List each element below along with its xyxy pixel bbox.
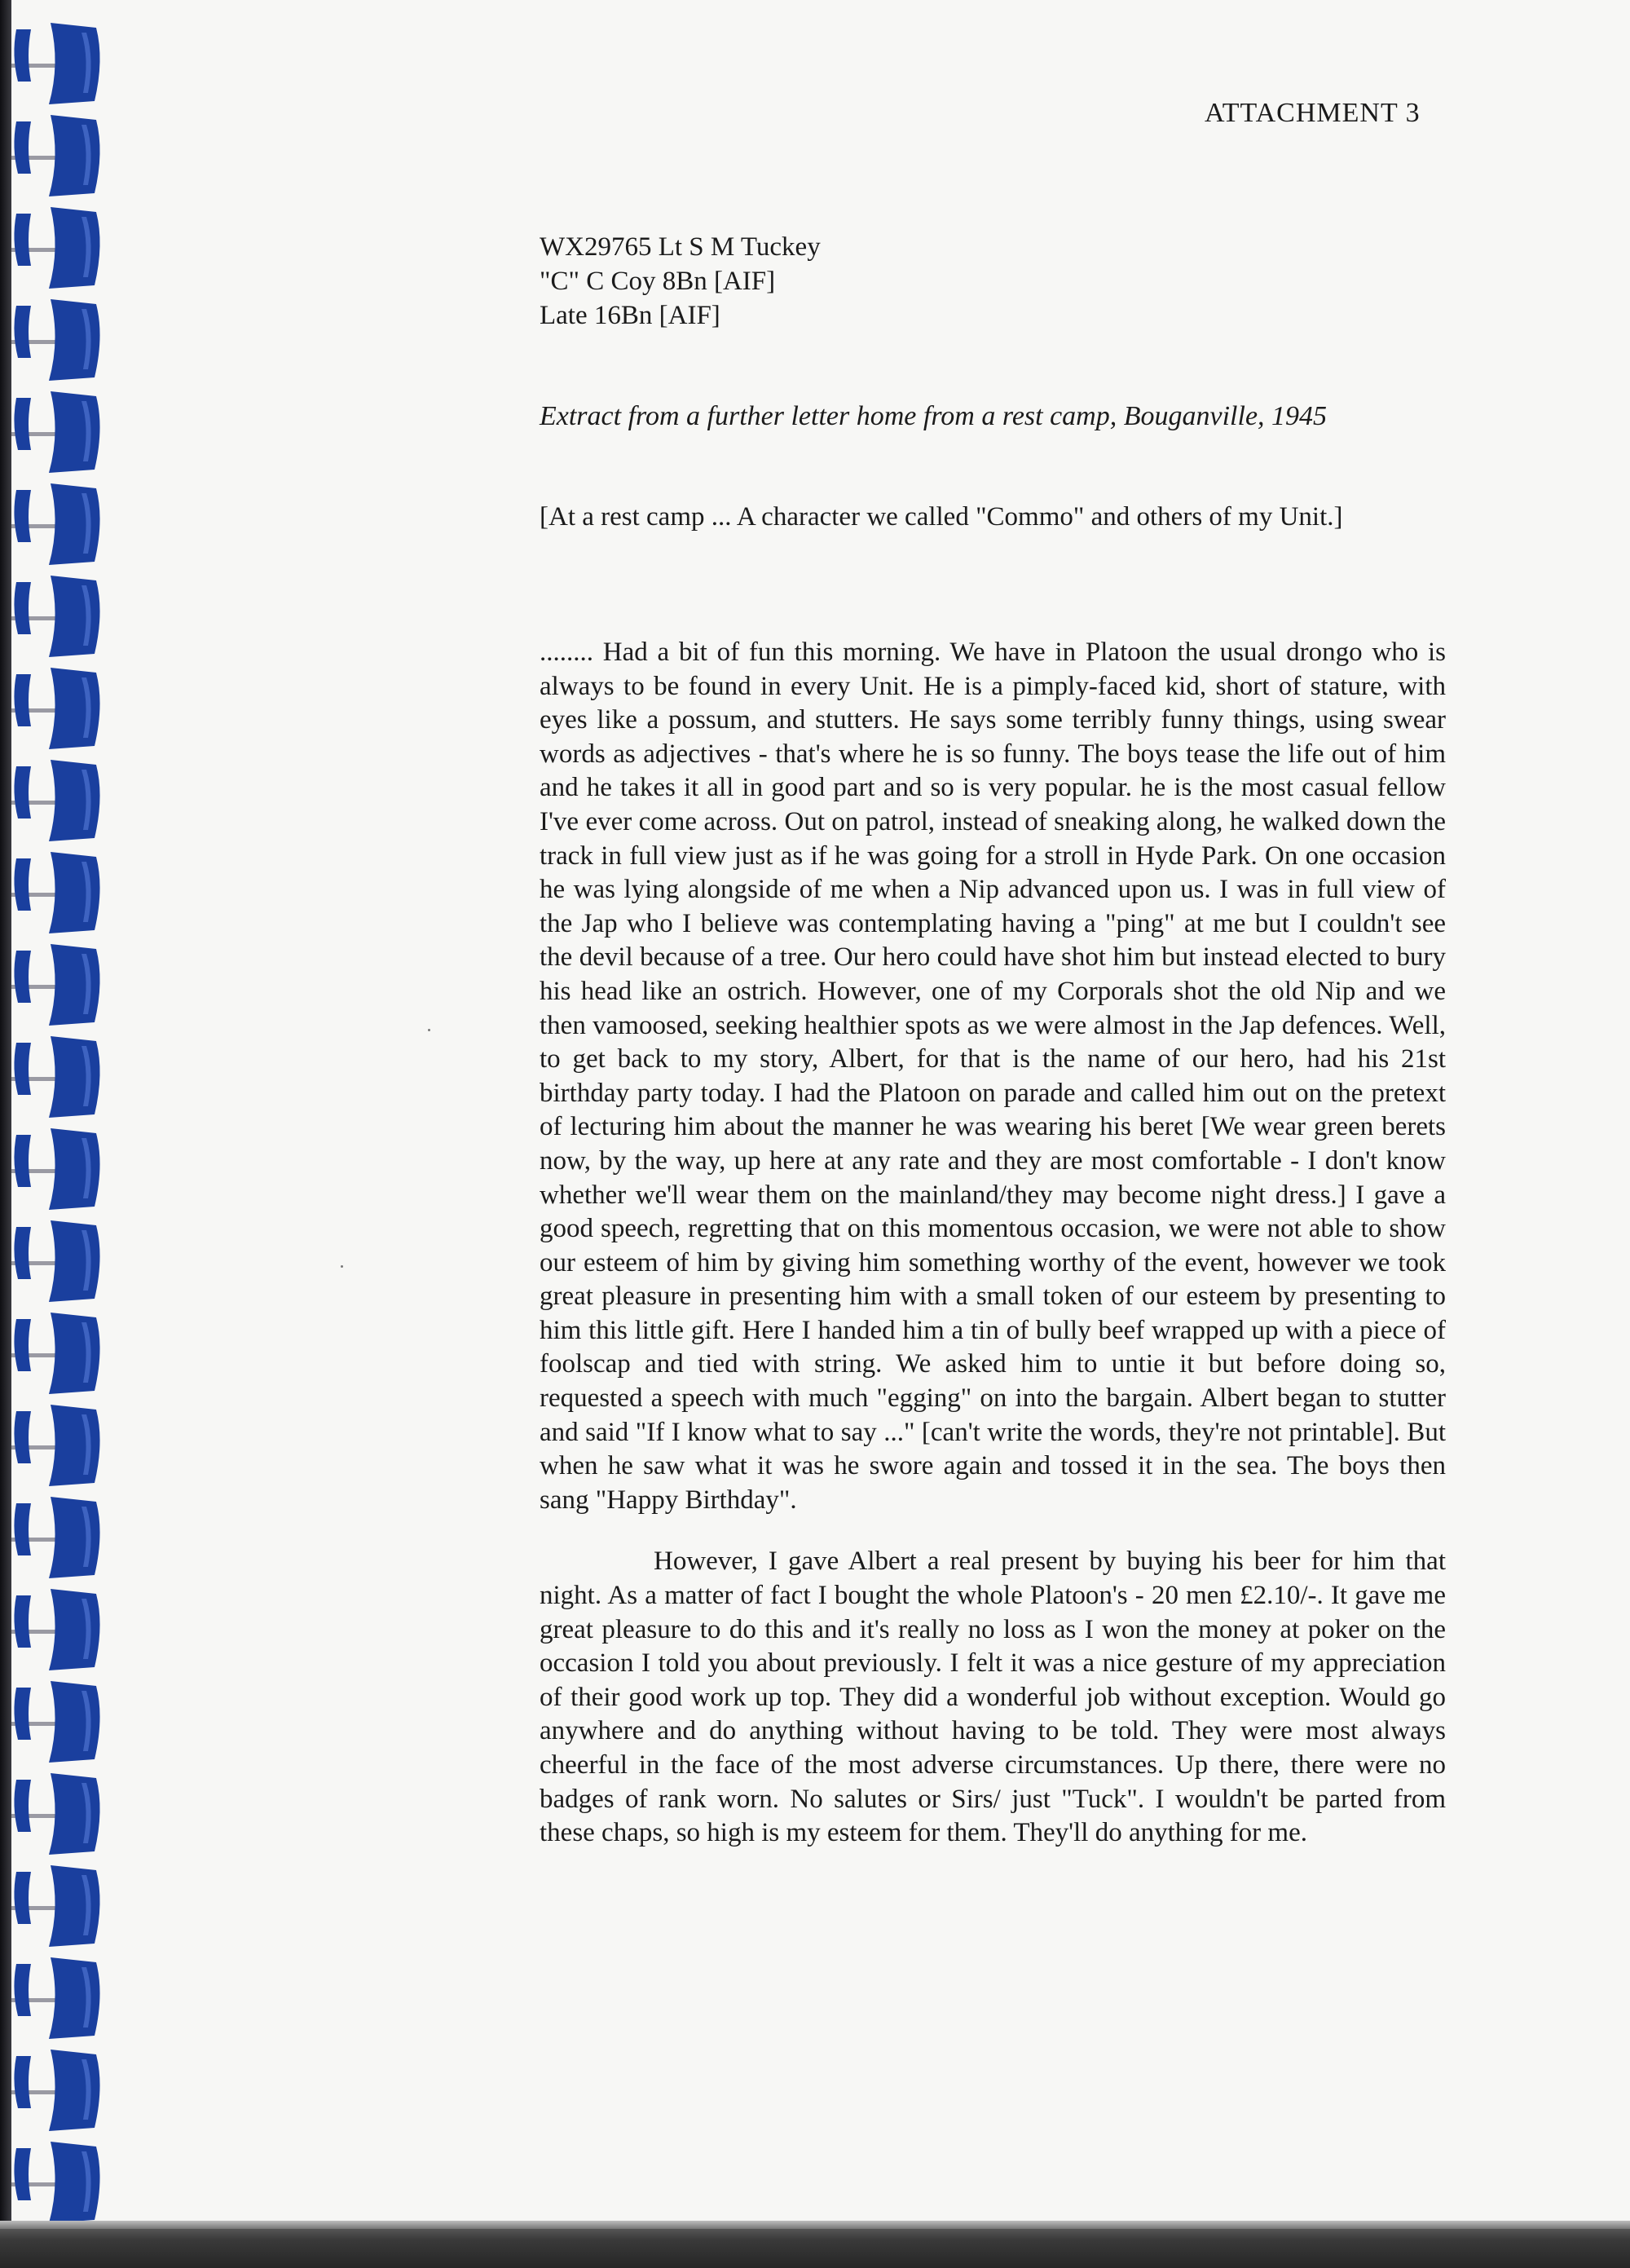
extract-title: Extract from a further letter home from a rest camp, Bouganville, 1945 xyxy=(540,401,1328,431)
sender-line-3: Late 16Bn [AIF] xyxy=(540,301,720,330)
binding-ring xyxy=(11,944,100,1026)
binding-ring xyxy=(11,2050,100,2131)
binding-ring xyxy=(11,1220,100,1302)
scan-speck xyxy=(341,1265,343,1268)
binding-ring xyxy=(11,760,100,841)
binding-ring xyxy=(11,1405,100,1486)
sender-block xyxy=(540,230,821,333)
binding-ring xyxy=(11,1313,100,1394)
binding-ring xyxy=(11,1681,100,1763)
binding-ring xyxy=(11,1865,100,1947)
sender-line-1: WX29765 Lt S M Tuckey xyxy=(540,232,821,262)
binding-ring xyxy=(11,1773,100,1855)
binding-ring xyxy=(11,207,100,289)
letter-paragraph-1: ........ Had a bit of fun this morning. We have in Platoon the usual drongo who is always to be found in every Unit. He is a pimply-faced kid, short of stature, with eyes like a possum, and stutters. He says some terribly funny things, using swear words as adjectives - that's where he is so funny. The boys tease the life out of him and he takes it all in good part and so is very popular. he is the most casual fellow I've ever come across. Out on patrol, instead of sneaking along, he walked down the track in full view just as if he was going for a stroll in Hyde Park. On one occasion he was lying alongside of me when a Nip advanced upon us. I was in full view of the Jap who I believe was contemplating having a "ping" at me but I couldn't see the devil because of a tree. Our hero could have shot him but instead elected to bury his head like an ostrich. However, one of my Corporals shot the old Nip and we then vamoosed, seeking healthier spots as we were almost in the Jap defences. Well, to get back to my story, Albert, for that is the name of our hero, had his 21st birthday party today. I had the Platoon on parade and called him out on the pretext of lecturing him about the manner he was wearing his beret [We wear green berets now, by the way, up here at any rate and they are most comfortable - I don't know whether we'll wear them on the mainland/they may become night dress.] I gave a good speech, regretting that on this momentous occasion, we were not able to show our esteem of him by giving him something worthy of the event, however we took great pleasure in presenting him with a small token of our esteem by presenting to him this little gift. Here I handed him a tin of bully beef wrapped up with a piece of foolscap and tied with string. We asked him to untie it but before doing so, requested a speech with much "egging" on into the bargain. Albert began to stutter and said "If I know what to say ..." [can't write the words, they're not printable]. But when he saw what it was he swore again and tossed it in the sea. The boys then sang "Happy Birthday". xyxy=(540,638,1446,1515)
binding-ring xyxy=(11,668,100,749)
binding-ring xyxy=(11,23,100,104)
binding-ring xyxy=(11,391,100,473)
attachment-label: ATTACHMENT 3 xyxy=(1205,98,1421,128)
spiral-binding xyxy=(0,0,106,2268)
binding-ring xyxy=(11,576,100,657)
scan-bottom-shadow xyxy=(0,2221,1630,2268)
sender-line-2: "C" C Coy 8Bn [AIF] xyxy=(540,267,776,296)
binding-ring xyxy=(11,1036,100,1118)
binding-ring xyxy=(11,115,100,196)
binding-ring xyxy=(11,483,100,565)
binding-ring xyxy=(11,1589,100,1670)
letter-body xyxy=(540,636,1446,1851)
scan-speck xyxy=(428,1029,430,1031)
binding-ring xyxy=(11,1957,100,2039)
binding-ring xyxy=(11,2142,100,2223)
binding-ring xyxy=(11,852,100,933)
binding-ring xyxy=(11,1497,100,1578)
letter-paragraph-2: However, I gave Albert a real present by buying his beer for him that night. As a matter of fact I bought the whole Platoon's - 20 men £2.10/-. It gave me great pleasure to do this and it's really no loss as I won the money at poker on the occasion I told you about previously. I felt it was a nice gesture of my appreciation of their good work up top. They did a wonderful job without exception. Would go anywhere and do anything without having to be told. They were most always cheerful in the face of the most adverse circumstances. Up there, there were no badges of rank worn. No salutes or Sirs/ just "Tuck". I wouldn't be parted from these chaps, so high is my esteem for them. They'll do anything for me. xyxy=(540,1547,1446,1848)
binding-ring xyxy=(11,1128,100,1210)
binding-ring xyxy=(11,299,100,381)
editor-note: [At a rest camp ... A character we called "Commo" and others of my Unit.] xyxy=(540,502,1343,532)
